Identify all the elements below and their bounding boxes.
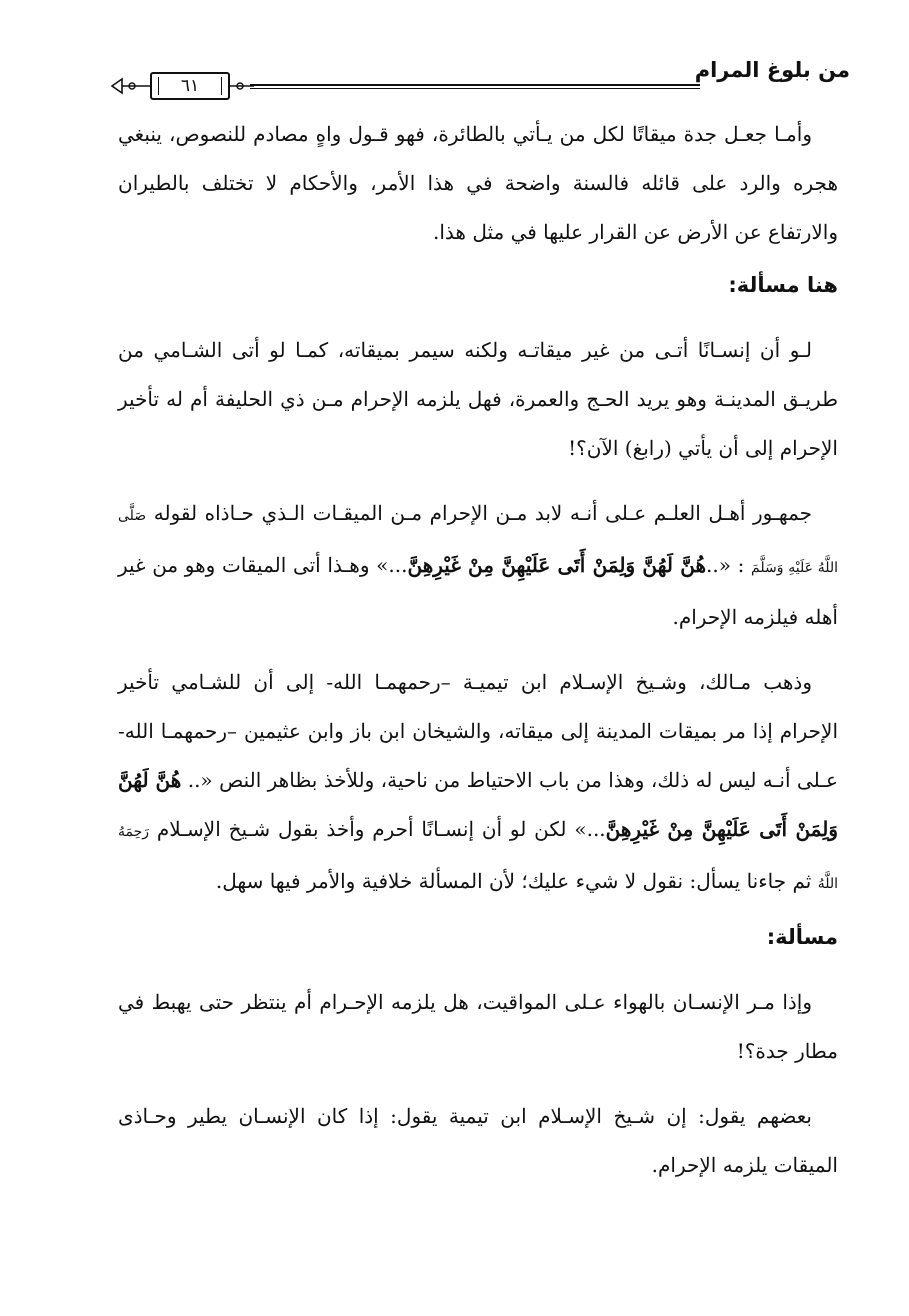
ornament-left-icon	[110, 76, 150, 96]
hadith-quote: هُنَّ لَهُنَّ وَلِمَنْ أَتَى عَلَيْهِنَّ مِنْ غَيْرِهِنَّ	[407, 553, 707, 577]
hadith-quote: هُنَّ لَهُنَّ وَلِمَنْ أَتَى عَلَيْهِنَّ مِنْ غَيْرِهِنَّ	[118, 768, 838, 841]
paragraph: وإذا مـر الإنسـان بالهواء عـلى المواقيت، هل يلزمه الإحـرام أم ينتظر حتى يهبط في مطار جدة؟!	[118, 990, 838, 1063]
paragraph: بعضهم يقول: إن شـيخ الإسـلام ابن تيمية يقول: إذا كان الإنسـان يطير وحـاذى الميقات يلزمه الإحرام.	[118, 1104, 838, 1177]
paragraph-text: : «..	[706, 553, 745, 577]
paragraph	[118, 658, 838, 909]
page-body	[118, 110, 838, 1190]
paragraph-text: ...» وهـذا أتى الميقات وهو من غير أهله فيلزمه الإحرام.	[118, 553, 838, 629]
paragraph: لـو أن إنسـانًا أتـى من غير ميقاتـه ولكنه سيمر بميقاته، كمـا لو أتى الشـامي من طريـق المدينـة وهو يريد الحـج والعمرة، فهل يلزمه الإحرام مـن ذي الحليفة أم له تأخير الإحرام إلى أن يأتي (رابغ) الآن؟!	[118, 338, 838, 460]
ornament-right-icon	[230, 76, 254, 96]
book-title: من بلوغ المرام	[694, 58, 850, 82]
honorific-text: رَحِمَهُ اللَّهُ	[118, 824, 838, 892]
honorific-text: صَلَّى اللَّهُ عَلَيْهِ وَسَلَّمَ	[118, 508, 839, 576]
paragraph: وأمـا جعـل جدة ميقاتًا لكل من يـأتي بالطائرة، فهو قـول واهٍ مصادم للنصوص، ينبغي هجره والرد على قائله فالسنة واضحة في هذا الأمر، والأحكام لا تختلف بالطيران والارتفاع عن الأرض عن القرار عليها في مثل هذا.	[118, 122, 838, 244]
header-rule	[250, 84, 700, 86]
paragraph	[118, 489, 838, 642]
paragraph-text: ثم جاءنا يسأل: نقول لا شيء عليك؛ لأن المسألة خلافية والأمر فيها سهل.	[215, 869, 812, 893]
paragraph-text: وذهب مـالك، وشـيخ الإسـلام ابن تيميـة –رحمهمـا الله- إلى أن للشـامي تأخير الإحرام إذا مر بميقات المدينة إلى ميقاته، والشيخان ابن باز وابن عثيمين –رحمهمـا الله- عـلى أنـه ليس له ذلك، وهذا من باب الاحتياط من ناحية، وللأخذ بظاهر النص «..	[118, 670, 839, 792]
page-header	[110, 52, 850, 108]
paragraph-text: ...» لكن لو أن إنسـانًا أحرم وأخذ بقول شـيخ الإسـلام	[156, 817, 606, 841]
section-heading: مسألة:	[766, 925, 838, 949]
header-rule-thin	[250, 88, 700, 89]
paragraph-text: جمهـور أهـل العلـم عـلى أنـه لابد مـن الإحرام مـن الميقـات الـذي حـاذاه لقوله	[153, 501, 813, 525]
page-number: ٦١	[150, 72, 230, 100]
section-heading: هنا مسألة:	[728, 273, 838, 297]
